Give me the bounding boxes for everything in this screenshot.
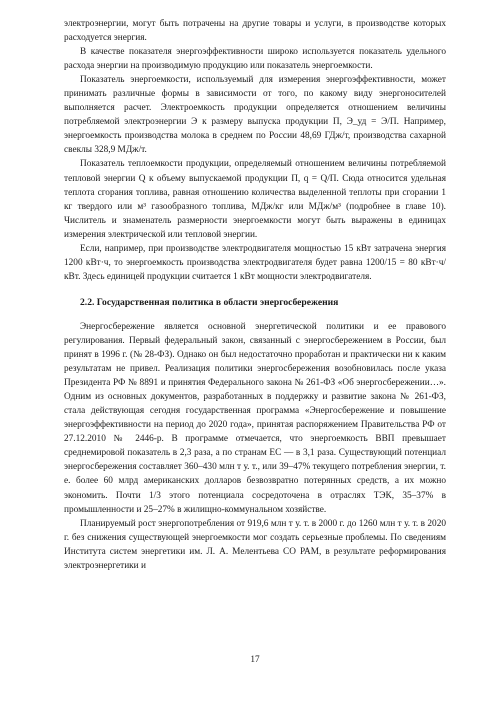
paragraph-heat-intensity: Показатель теплоемкости продукции, определяемый отношением величины потребляемой тепловой энергии Q к объему выпускаемой продукции П, q = Q/П. Сюда относится удельная теплота сгорания топлива, равная отношению количества выделенной теплоты при сгорании 1 кг твердого или м³ газообразного топлива, МДж/кг или МДж/м³ (подробнее в главе 10). Числитель и знаменатель размерности энергоемкости могут быть выражены в единицах измерения электрической или тепловой энергии. [64,159,446,240]
paragraph-energy-intensity: Показатель энергоемкости, используемый для измерения энергоэффективности, может принимать различные формы в зависимости от того, по какому виду энергоносителей выполняется расчет. Электроемкость продукции определяется отношением величины потребляемой электроэнергии Э к размеру выпуска продукции П, Э_уд = Э/П. Например, энергоемкость производства молока в среднем по России 48,69 ГДж/т, производства сахарной свеклы 328,9 МДж/т. [64,75,446,156]
section-heading: 2.2. Государственная политика в области энергосбережения [80,296,339,308]
paragraph-energy-efficiency-indicator: В качестве показателя энергоэффективности широко используется показатель удельного расхода энергии на производимую продукцию или показатель энергоемкости. [64,47,446,72]
document-page [64,0,446,707]
paragraph-state-policy: Энергосбережение является основной энергетической политики и ее правового регулирования. Первый федеральный закон, связанный с энергосбережением в России, был принят в 1996 г. (№ 28-ФЗ). Однако он был недостаточно проработан и практически ни к каким результатам не привел. Реализация политики энергосбережения возобновилась после указа Президента РФ № 8891 и принятия Федерального закона № 261-ФЗ «Об энергосбережении…». Одним из основных документов, разработанных в поддержку и развитие закона № 261-ФЗ, стала действующая сегодня государственная программа «Энергосбережение и повышение энергоэффективности на период до 2020 года», принятая распоряжением Правительства РФ от 27.12.2010 № 2446-р. В программе отмечается, что энергоемкость ВВП превышает среднемировой показатель в 2,3 раза, а по странам ЕС — в 3,1 раза. Существующий потенциал энергосбережения составляет 360–430 млн т у. т., или 39–47% текущего потребления энергии, т. е. более 60 млрд американских долларов безвозвратно потерянных средств, а их можно экономить. Почти 1/3 этого потенциала сосредоточена в отраслях ТЭК, 35–37% в промышленности и 25–27% в жилищно-коммунальном хозяйстве. [64,321,446,515]
paragraph-planned-growth: Планируемый рост энергопотребления от 919,6 млн т у. т. в 2000 г. до 1260 млн т у. т. в 2020 г. без снижения существующей энергоемкости мог создать серьезные проблемы. По сведениям Института систем энергетики им. Л. А. Мелентьева СО РАМ, в результате реформирования электроэнергетики и [64,518,446,571]
paragraph-example-motor: Если, например, при производстве электродвигателя мощностью 15 кВт затрачена энергия 1200 кВт·ч, то энергоемкость производства электродвигателя будет равна 1200/15 = 80 кВт·ч/кВт. Здесь единицей продукции считается 1 кВт мощности электродвигателя. [64,243,446,282]
paragraph-continuation: электроэнергии, могут быть потрачены на другие товары и услуги, в производстве которых расходуется энергия. [64,19,446,44]
page-number: 17 [250,655,260,665]
